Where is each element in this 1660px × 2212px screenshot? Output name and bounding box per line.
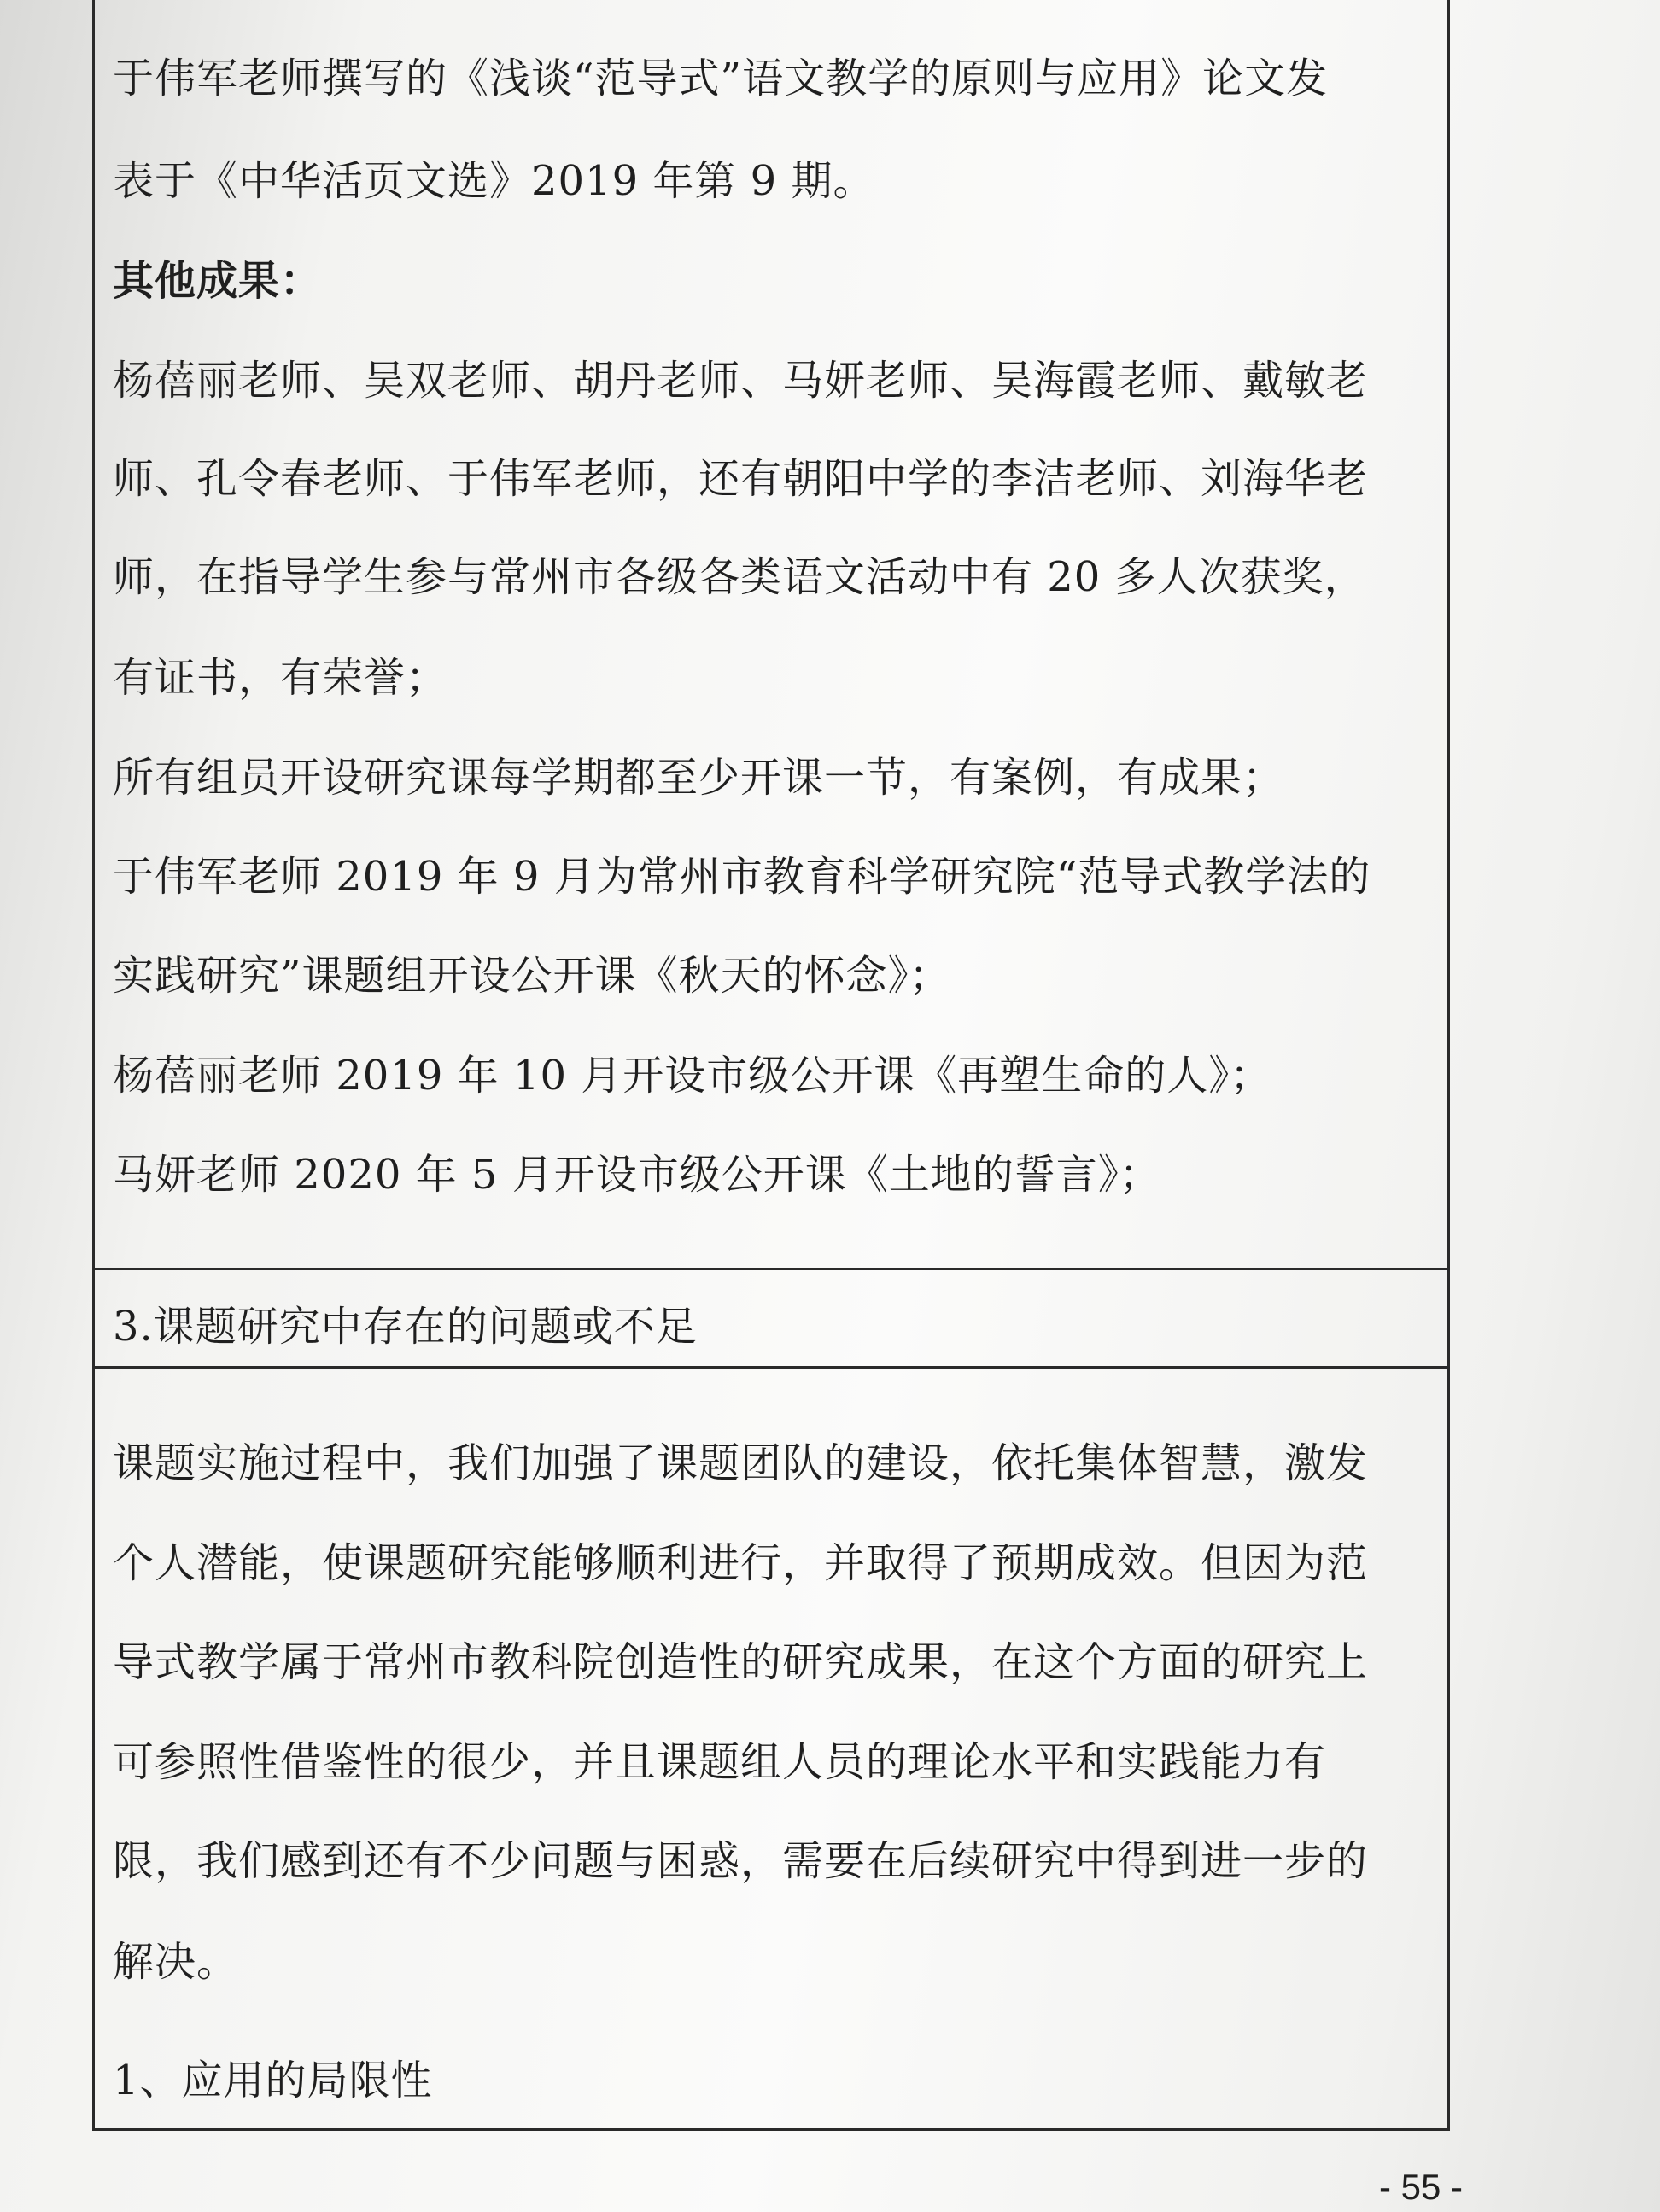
other-results-line: 于伟军老师 2019 年 9 月为常州市教育科学研究院“范导式教学法的: [113, 853, 1371, 901]
row-divider-top: [92, 1268, 1450, 1270]
problems-body-line: 导式教学属于常州市教科院创造性的研究成果，在这个方面的研究上: [113, 1638, 1369, 1686]
row-divider-bottom: [92, 1366, 1450, 1369]
problems-body-line: 可参照性借鉴性的很少，并且课题组人员的理论水平和实践能力有: [113, 1738, 1327, 1786]
other-results-line: 师、孔令春老师、于伟军老师，还有朝阳中学的李洁老师、刘海华老: [113, 455, 1369, 503]
other-results-line: 杨蓓丽老师 2019 年 10 月开设市级公开课《再塑生命的人》；: [113, 1052, 1272, 1100]
paper-publication-line-1: 于伟军老师撰写的《浅谈“范导式”语文教学的原则与应用》论文发: [113, 55, 1329, 102]
page-number: - 55 -: [1379, 2167, 1464, 2207]
other-results-heading: 其他成果：: [113, 257, 323, 305]
paper-publication-line-2: 表于《中华活页文选》2019 年第 9 期。: [113, 157, 875, 205]
other-results-line: 有证书，有荣誉；: [113, 654, 448, 702]
problems-body-line: 解决。: [113, 1938, 239, 1986]
problems-body-line: 课题实施过程中，我们加强了课题团队的建设，依托集体智慧，激发: [113, 1439, 1369, 1487]
other-results-line: 马妍老师 2020 年 5 月开设市级公开课《土地的誓言》；: [113, 1151, 1161, 1199]
other-results-line: 实践研究”课题组开设公开课《秋天的怀念》；: [113, 952, 951, 1000]
problems-body-line: 限，我们感到还有不少问题与困惑，需要在后续研究中得到进一步的: [113, 1837, 1369, 1885]
problems-section-heading: 3.课题研究中存在的问题或不足: [113, 1303, 698, 1351]
other-results-line: 师，在指导学生参与常州市各级各类语文活动中有 20 多人次获奖，: [113, 553, 1366, 601]
other-results-line: 杨蓓丽老师、吴双老师、胡丹老师、马妍老师、吴海霞老师、戴敏老: [113, 357, 1369, 405]
problems-body-line: 个人潜能，使课题研究能够顺利进行，并取得了预期成效。但因为范: [113, 1539, 1369, 1587]
limitations-subheading: 1、应用的局限性: [113, 2057, 433, 2104]
other-results-line: 所有组员开设研究课每学期都至少开课一节，有案例，有成果；: [113, 754, 1285, 802]
